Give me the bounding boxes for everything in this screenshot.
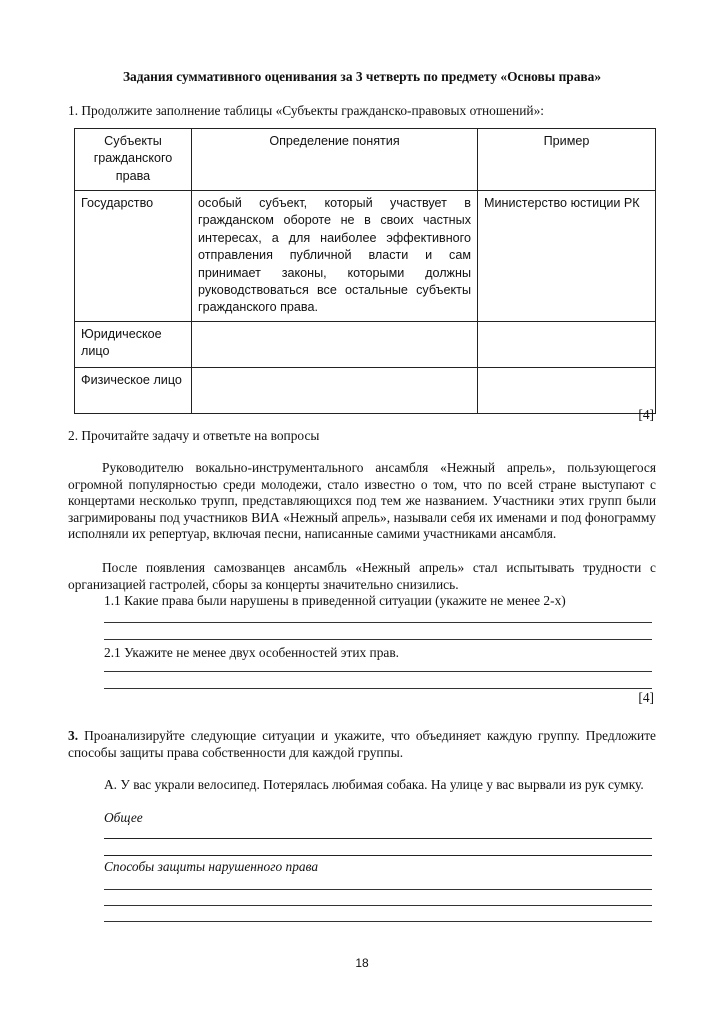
answer-line[interactable] [104,671,652,672]
header-definition: Определение понятия [192,129,478,191]
table-header-row [75,129,656,191]
answer-line[interactable] [104,905,652,906]
header-example: Пример [478,129,656,191]
table-row [75,367,656,413]
answer-line[interactable] [104,838,652,839]
subjects-table [74,128,656,414]
row-subject: Юридическое лицо [75,321,192,367]
answer-line[interactable] [104,622,652,623]
task2-paragraph-2: После появления самозванцев ансамбль «Нежный апрель» стал испытывать трудности с организацией гастролей, сборы за концерты значительно снизились. [68,560,656,592]
answer-line[interactable] [104,688,652,689]
row-example: Министерство юстиции РК [478,191,656,322]
answer-line[interactable] [104,639,652,640]
header-subjects: Субъекты гражданского права [75,129,192,191]
answer-line[interactable] [104,921,652,922]
row-definition-empty[interactable] [192,367,478,413]
table-row [75,321,656,367]
row-example-empty[interactable] [478,367,656,413]
task3-number: 3. [68,728,79,743]
task2-paragraph-1: Руководителю вокально-инструментального ансамбля «Нежный апрель», пользующегося огромной популярностью среди молодежи, стало известно о том, что по всей стране выступают с концертами несколько трупп, представляющихся под тем же названием. Участники этих групп были загримированы под участников ВИА «Нежный апрель», называли себя их именами и под фонограмму исполняли их репертуар, включая песни, написанные самими участниками ансамбля. [68,460,656,542]
task2-score: [4] [638,690,654,705]
task3-situation-a: А. У вас украли велосипед. Потерялась любимая собака. На улице у вас вырвали из рук сумку. [104,777,644,792]
row-definition-empty[interactable] [192,321,478,367]
answer-line[interactable] [104,855,652,856]
page-title: Задания суммативного оценивания за 3 четверть по предмету «Основы права» [122,69,602,84]
row-subject: Физическое лицо [75,367,192,413]
row-definition: особый субъект, который участвует в гражданском обороте не в своих частных интересах, а для наиболее эффективного отправления публичной власти и сам принимает законы, которыми должны руководствоваться все остальные субъекты гражданского права. [192,191,478,322]
task1-score: [4] [638,407,654,422]
common-label: Общее [104,810,143,825]
table-row [75,191,656,322]
answer-line[interactable] [104,889,652,890]
methods-label: Способы защиты нарушенного права [104,859,319,874]
task2-prompt: 2. Прочитайте задачу и ответьте на вопросы [68,428,320,443]
task3-prompt-text: Проанализируйте следующие ситуации и укажите, что объединяет каждую группу. Предложите способы защиты права собственности для каждой группы. [68,728,656,760]
row-example-empty[interactable] [478,321,656,367]
page-number: 18 [355,956,369,970]
task1-prompt: 1. Продолжите заполнение таблицы «Субъекты гражданско-правовых отношений»: [68,103,544,118]
row-subject: Государство [75,191,192,322]
task2-question-1: 1.1 Какие права были нарушены в приведенной ситуации (укажите не менее 2-х) [104,593,566,608]
task3-prompt [68,728,656,761]
task2-question-2: 2.1 Укажите не менее двух особенностей этих прав. [104,645,400,660]
